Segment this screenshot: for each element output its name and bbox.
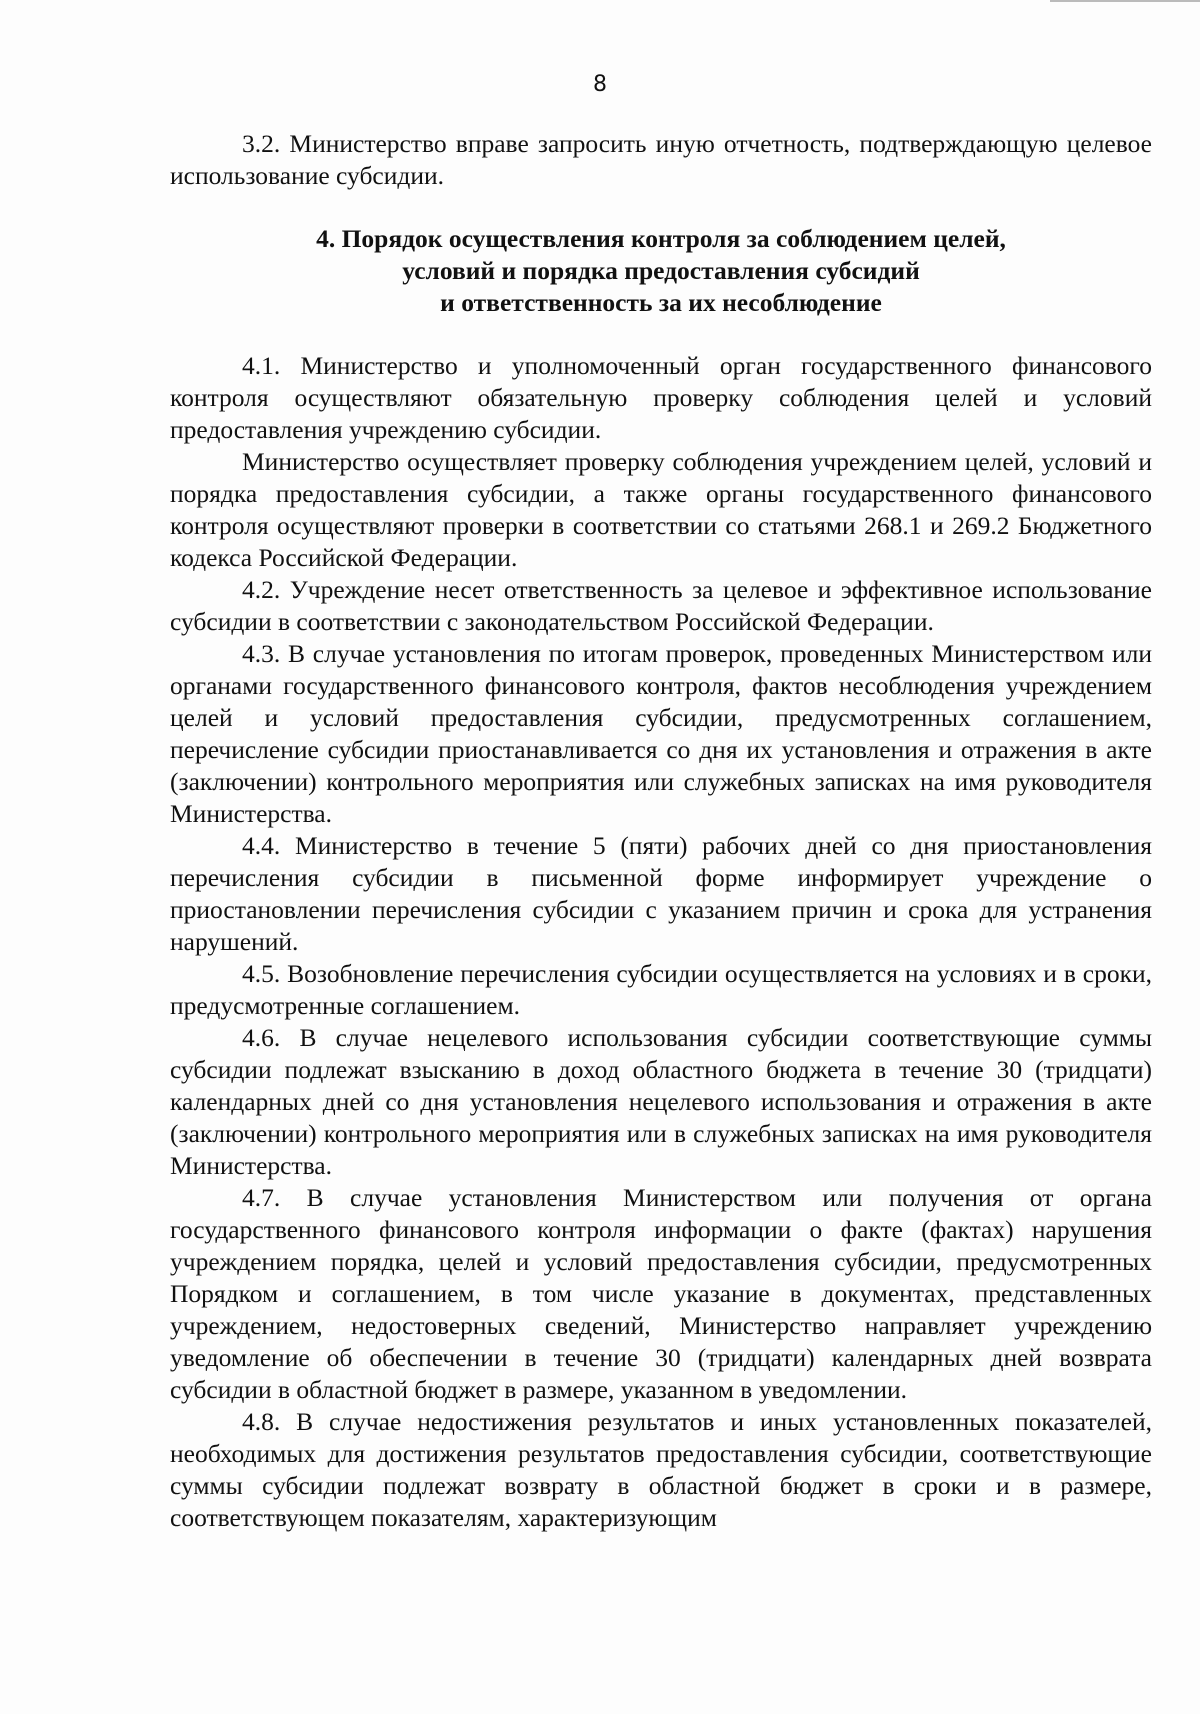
section-heading-line-1: 4. Порядок осуществления контроля за соблюдением целей, [316, 224, 1006, 253]
paragraph-4-5: 4.5. Возобновление перечисления субсидии осуществляется на условиях и в сроки, предусмотренные соглашением. [170, 959, 1152, 1020]
paragraph-4-7: 4.7. В случае установления Министерством или получения от органа государственного финансового контроля информации о факте (фактах) нарушения учреждением порядка, целей и условий предоставления субсидии, предусмотренных Порядком и соглашением, в том числе указание в документах, представленных учреждением, недостоверных сведений, Министерство направляет учреждению уведомление об обеспечении в течение 30 (тридцати) календарных дней возврата субсидии в областной бюджет в размере, указанном в уведомлении. [170, 1183, 1152, 1404]
paragraph-4-4: 4.4. Министерство в течение 5 (пяти) рабочих дней со дня приостановления перечисления субсидии в письменной форме информирует учреждение о приостановлении перечисления субсидии с указанием причин и срока для устранения нарушений. [170, 831, 1152, 956]
paragraph-3-2: 3.2. Министерство вправе запросить иную отчетность, подтверждающую целевое использование субсидии. [170, 129, 1152, 190]
section-heading-line-3: и ответственность за их несоблюдение [440, 288, 882, 317]
paragraph-4-1-continued: Министерство осуществляет проверку соблюдения учреждением целей, условий и порядка предоставления субсидии, а также органы государственного финансового контроля осуществляют проверки в соответствии со статьями 268.1 и 269.2 Бюджетного кодекса Российской Федерации. [170, 447, 1152, 572]
scan-edge-mark [1050, 0, 1200, 2]
paragraph-4-2: 4.2. Учреждение несет ответственность за целевое и эффективное использование субсидии в соответствии с законодательством Российской Федерации. [170, 575, 1152, 636]
section-heading-line-2: условий и порядка предоставления субсидий [402, 256, 920, 285]
paragraph-4-3: 4.3. В случае установления по итогам проверок, проведенных Министерством или органами государственного финансового контроля, фактов несоблюдения учреждением целей и условий предоставления субсидии, предусмотренных соглашением, перечисление субсидии приостанавливается со дня их установления и отражения в акте (заключении) контрольного мероприятия или служебных записках на имя руководителя Министерства. [170, 639, 1152, 828]
page-number: 8 [593, 72, 607, 97]
section-heading [170, 223, 1152, 319]
paragraph-4-1: 4.1. Министерство и уполномоченный орган государственного финансового контроля осуществляют обязательную проверку соблюдения целей и условий предоставления учреждению субсидии. [170, 351, 1152, 444]
paragraph-4-6: 4.6. В случае нецелевого использования субсидии соответствующие суммы субсидии подлежат взысканию в доход областного бюджета в течение 30 (тридцати) календарных дней со дня установления нецелевого использования и отражения в акте (заключении) контрольного мероприятия или в служебных записках на имя руководителя Министерства. [170, 1023, 1152, 1180]
paragraph-4-8: 4.8. В случае недостижения результатов и иных установленных показателей, необходимых для достижения результатов предоставления субсидии, соответствующие суммы субсидии подлежат возврату в областной бюджет в сроки и в размере, соответствующем показателям, характеризующим [170, 1407, 1152, 1532]
document-body [170, 128, 1152, 1534]
